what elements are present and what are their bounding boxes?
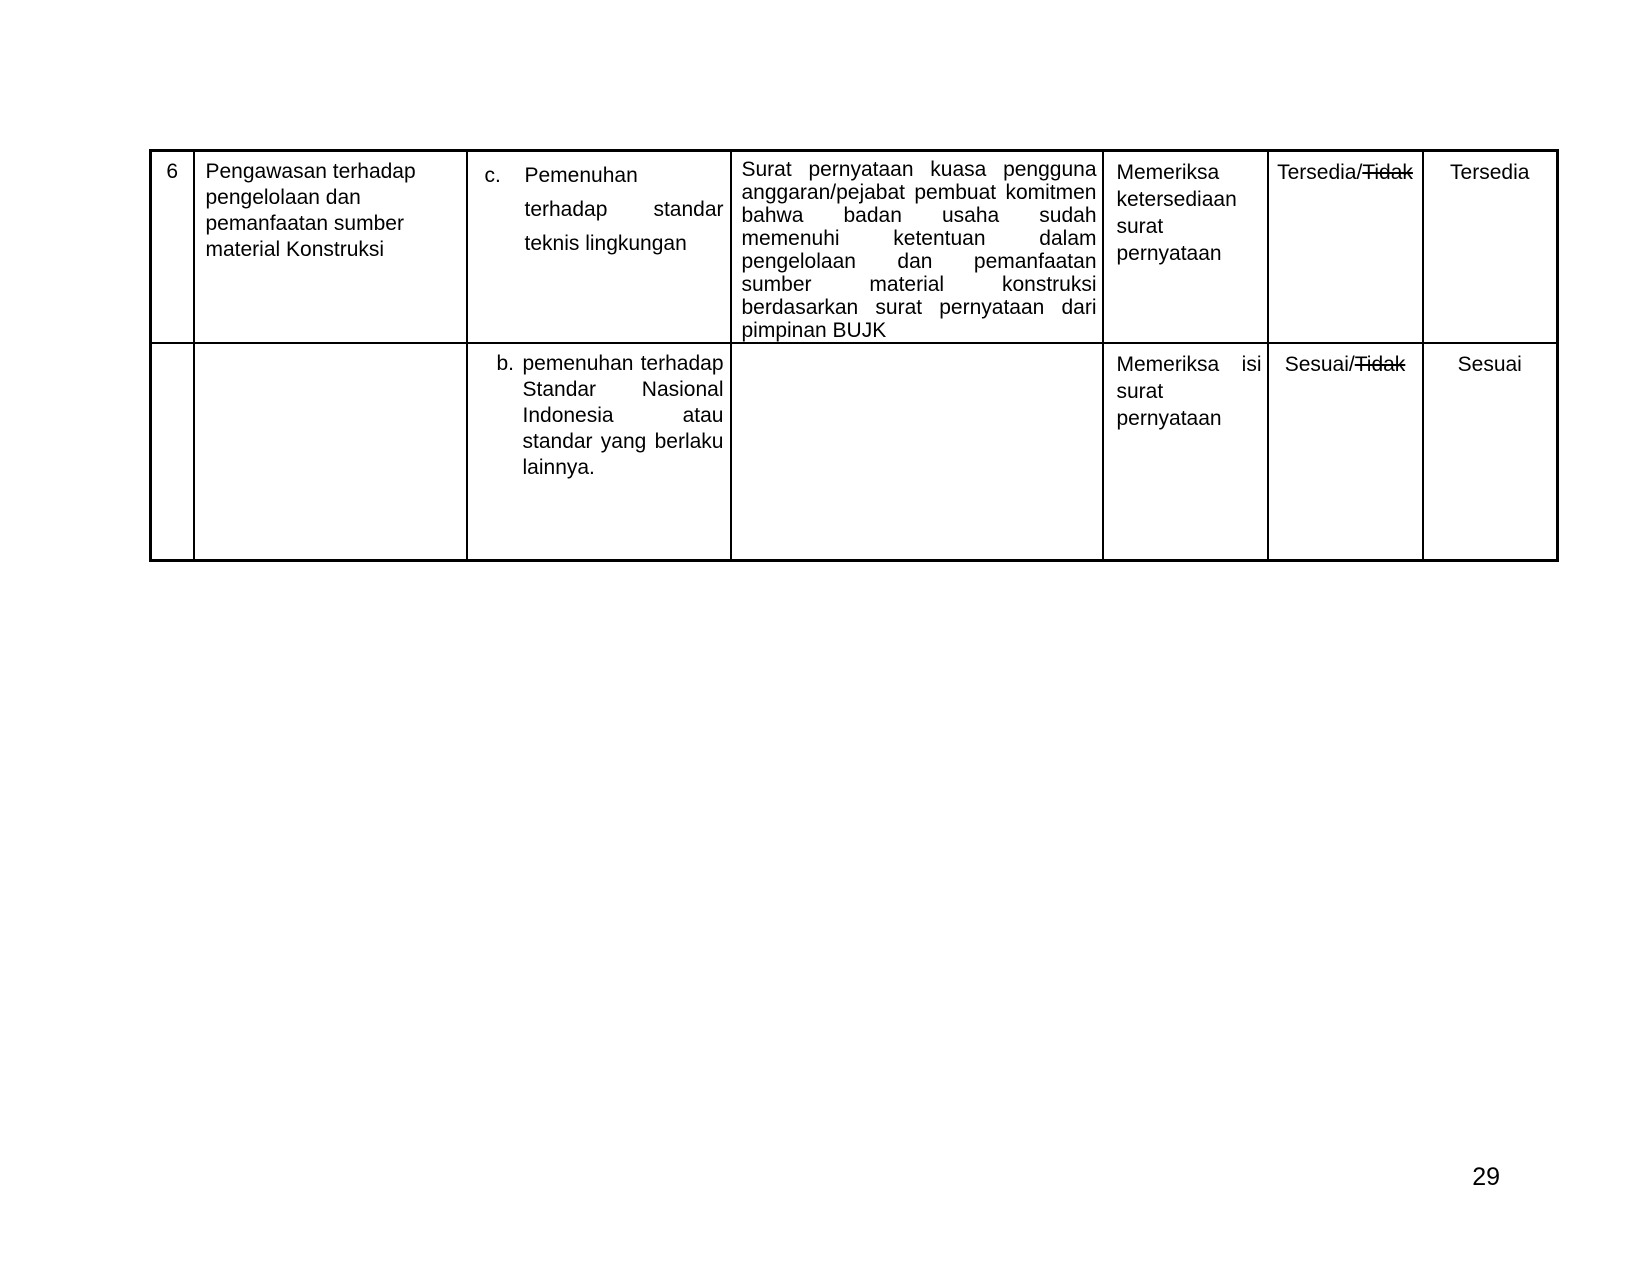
result-text: Sesuai [1457, 353, 1522, 376]
sub-item-cell [467, 151, 731, 344]
activity-cell [194, 343, 467, 560]
table-row [151, 151, 1558, 344]
method-text: Memeriksa ketersediaan surat pernyataan [1116, 161, 1237, 265]
row-number: 6 [166, 160, 179, 183]
activity-cell [194, 151, 467, 344]
list-marker: c. [484, 164, 501, 187]
row-number-cell [151, 151, 194, 344]
method-text: Memeriksa isi surat pernyataan [1116, 353, 1262, 430]
list-marker: b. [496, 352, 515, 375]
method-cell [1103, 151, 1268, 344]
sub-item-text: pemenuhan terhadap Standar Nasional Indonesia atau standar yang berlaku lainnya. [522, 352, 724, 479]
table-row [151, 343, 1558, 560]
option-kept: Tersedia/ [1277, 161, 1363, 184]
sub-item [468, 159, 724, 261]
page-number: 29 [1472, 1163, 1500, 1191]
supervision-checklist-table [149, 149, 1559, 562]
row-number-cell [151, 343, 194, 560]
requirement-text: Surat pernyataan kuasa pengguna anggaran/pejabat pembuat komitmen bahwa badan usaha sudah memenuhi ketentuan dalam pengelolaan dan pemanfaatan sumber material konstruksi berdasarkan surat pernyataan dari pimpinan BUJK [741, 158, 1097, 342]
assessment-options-cell [1268, 151, 1423, 344]
option-kept: Sesuai/ [1284, 353, 1355, 376]
assessment-options-cell [1268, 343, 1423, 560]
activity-text: Pengawasan terhadap pengelolaan dan pemanfaatan sumber material Konstruksi [205, 160, 416, 261]
option-struck: Tidak [1362, 161, 1413, 184]
result-text: Tersedia [1450, 161, 1530, 184]
sub-item [468, 351, 724, 481]
result-cell [1423, 151, 1558, 344]
method-cell [1103, 343, 1268, 560]
requirement-cell [731, 343, 1103, 560]
sub-item-cell [467, 343, 731, 560]
sub-item-text: Pemenuhan terhadap standar teknis lingkungan [524, 164, 724, 255]
requirement-cell [731, 151, 1103, 344]
result-cell [1423, 343, 1558, 560]
option-struck: Tidak [1354, 353, 1406, 376]
